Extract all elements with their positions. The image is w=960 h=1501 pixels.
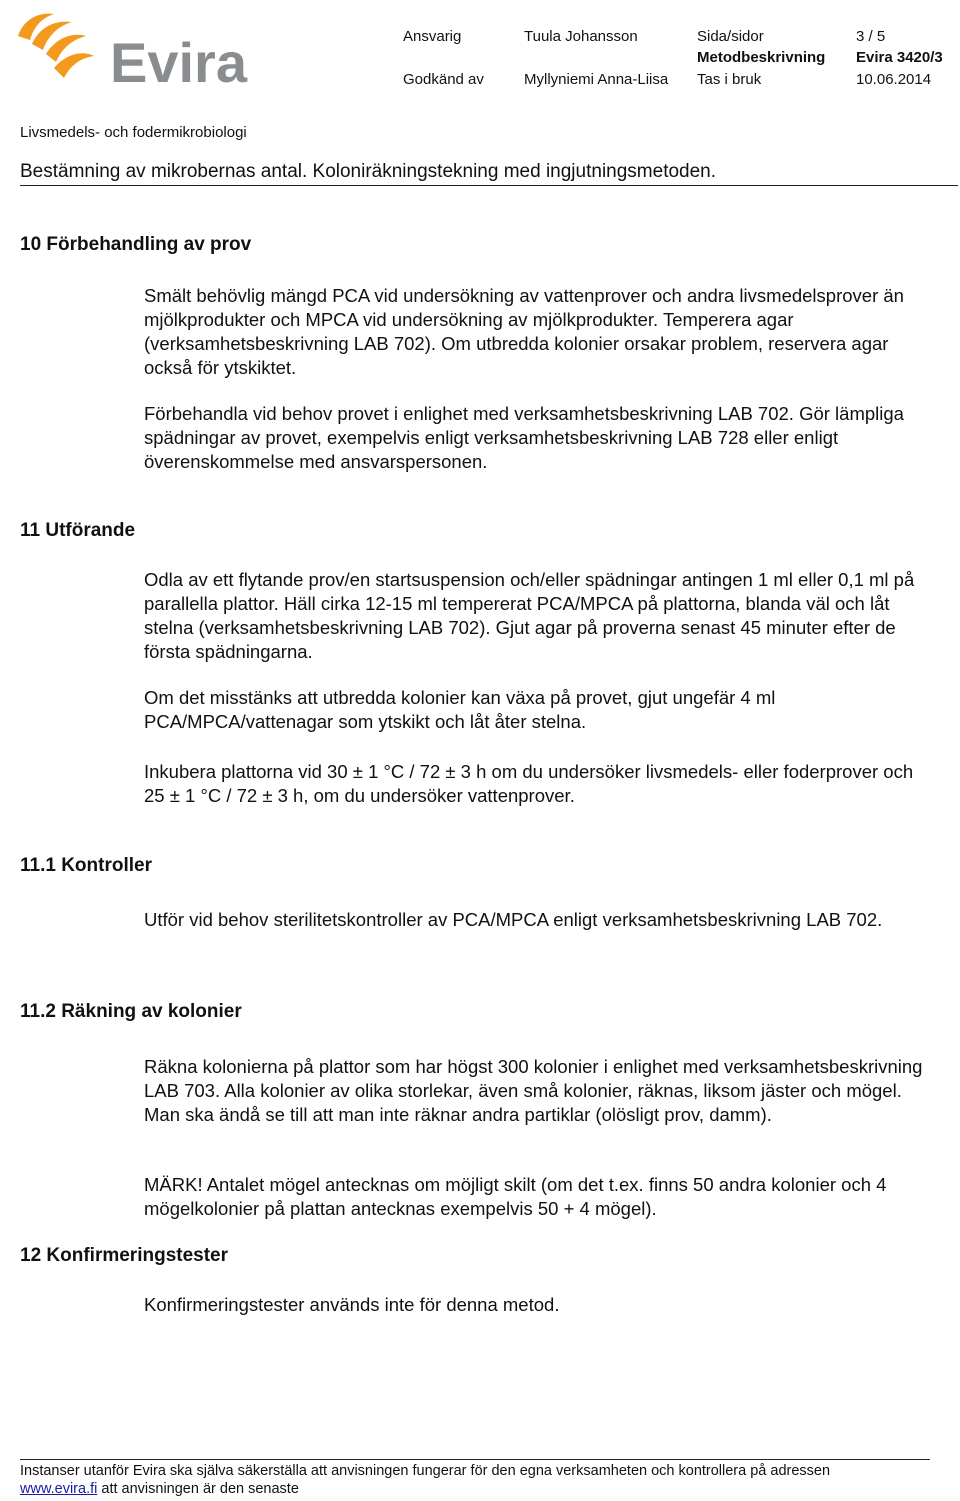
evira-website-link[interactable]: www.evira.fi	[20, 1481, 98, 1497]
method-value: Evira 3420/3	[856, 49, 943, 66]
section-11-2-paragraph-1: Räkna kolonierna på plattor som har högst 300 kolonier i enlighet med verksamhetsbeskrivning LAB 703. Alla kolonier av olika storlekar, även små kolonier, räknas, liksom jäster och mögel. Man ska ändå se till att man inte räknar andra partiklar (olösligt prov, damm).	[144, 1056, 923, 1125]
footer-divider	[20, 1459, 930, 1460]
section-11-paragraph-1: Odla av ett flytande prov/en startsuspension och/eller spädningar antingen 1 ml eller 0,1 ml på parallella plattor. Häll cirka 12-15 ml tempererat PCA/MPCA på plattorna, blanda väl och låt stelna (verksamhetsbeskrivning LAB 702). Gjut agar på proverna senast 45 minuter efter de första spädningarna.	[144, 569, 915, 662]
section-11-1-heading: 11.1 Kontroller	[20, 855, 152, 876]
section-12-heading: 12 Konfirmeringstester	[20, 1245, 229, 1266]
responsible-label: Ansvarig	[403, 28, 462, 45]
section-11-2-paragraph-2: MÄRK! Antalet mögel antecknas om möjligt skilt (om det t.ex. finns 50 andra kolonier och 4 mögelkolonier på plattan antecknas exempelvis 50 + 4 mögel).	[144, 1174, 887, 1219]
footer-line-2-text: att anvisningen är den senaste	[97, 1481, 299, 1497]
responsible-name: Tuula Johansson	[524, 28, 638, 45]
header-divider	[20, 185, 958, 186]
in-use-date: 10.06.2014	[856, 71, 932, 88]
section-11-paragraph-3: Inkubera plattorna vid 30 ± 1 °C / 72 ± 3 h om du undersöker livsmedels- eller foderprover och 25 ± 1 °C / 72 ± 3 h, om du undersöker vattenprover.	[144, 761, 914, 806]
section-11-1-paragraph-1: Utför vid behov sterilitetskontroller av PCA/MPCA enligt verksamhetsbeskrivning LAB 702.	[144, 909, 883, 930]
section-12-paragraph-1: Konfirmeringstester används inte för denna metod.	[144, 1294, 560, 1315]
evira-logo-text: Evira	[110, 31, 247, 90]
approved-name: Myllyniemi Anna-Liisa	[524, 71, 669, 88]
section-11-heading: 11 Utförande	[20, 520, 136, 541]
document-title: Bestämning av mikrobernas antal. Koloniräkningstekning med ingjutningsmetoden.	[20, 161, 717, 182]
evira-logo-rays-icon	[18, 14, 94, 78]
department: Livsmedels- och fodermikrobiologi	[20, 124, 247, 141]
page-value: 3 / 5	[856, 28, 886, 45]
evira-logo	[10, 10, 260, 90]
in-use-label: Tas i bruk	[697, 71, 762, 88]
section-11-2-heading: 11.2 Räkning av kolonier	[20, 1001, 242, 1022]
section-10-paragraph-2: Förbehandla vid behov provet i enlighet med verksamhetsbeskrivning LAB 702. Gör lämpliga spädningar av provet, exempelvis enligt verksamhetsbeskrivning LAB 728 eller enligt överenskommelse med ansvarspersonen.	[144, 403, 904, 472]
footer-disclaimer: Instanser utanför Evira ska själva säkerställa att anvisningen fungerar för den egna verksamheten och kontrollera på adressen	[20, 1463, 831, 1479]
page-label: Sida/sidor	[697, 28, 764, 45]
section-10-heading: 10 Förbehandling av prov	[20, 234, 252, 255]
method-label: Metodbeskrivning	[697, 49, 826, 66]
section-10-paragraph-1: Smält behövlig mängd PCA vid undersökning av vattenprover och andra livsmedelsprover än mjölkprodukter och MPCA vid undersökning av mjölkprodukter. Temperera agar (verksamhetsbeskrivning LAB 702). Om utbredda kolonier orsakar problem, reservera agar också för ytskiktet.	[144, 285, 904, 378]
approved-label: Godkänd av	[403, 71, 484, 88]
section-11-paragraph-2: Om det misstänks att utbredda kolonier kan växa på provet, gjut ungefär 4 ml PCA/MPCA/vattenagar som ytskikt och låt åter stelna.	[144, 687, 776, 732]
footer-line-2	[20, 1480, 299, 1498]
